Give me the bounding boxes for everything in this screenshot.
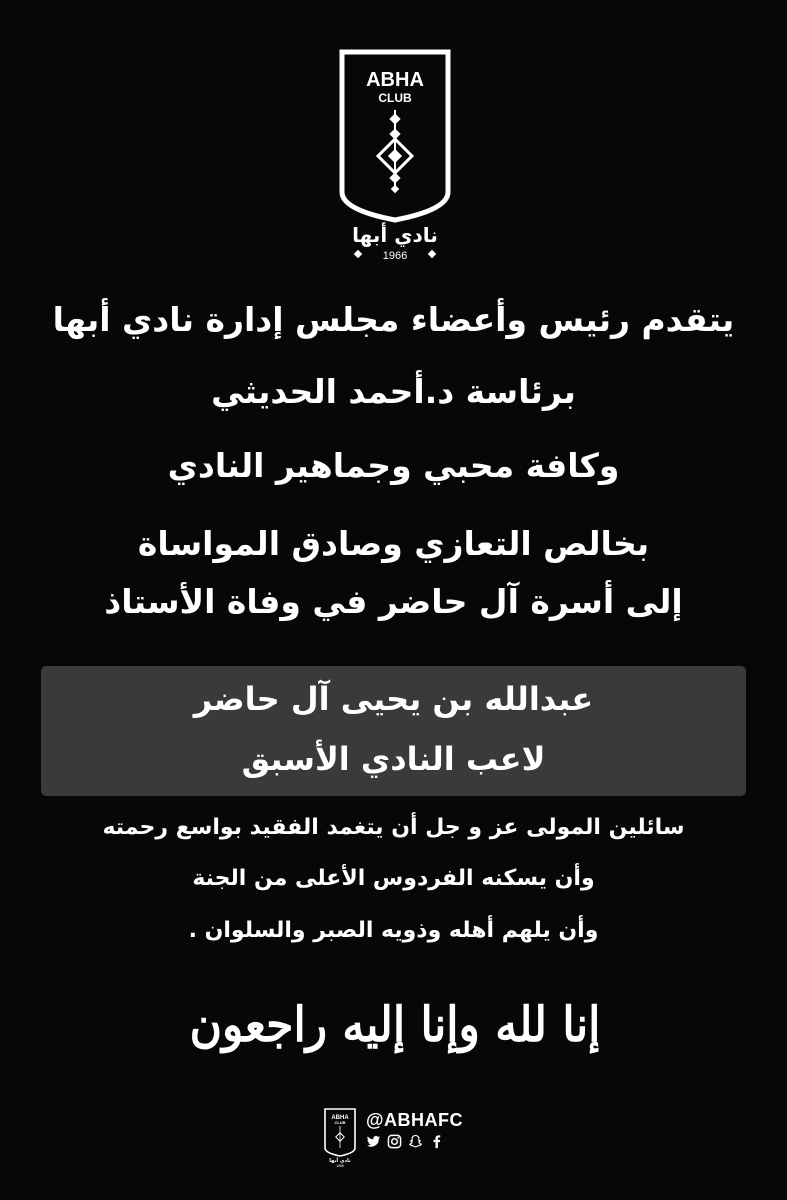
announcement-line-5: إلى أسرة آل حاضر في وفاة الأستاذ: [104, 582, 683, 621]
calligraphy-verse: إنا لله وإنا إليه راجعون: [189, 997, 601, 1053]
club-logo: [332, 42, 458, 264]
prayer-line-1: سائلين المولى عز و جل أن يتغمد الفقيد بواسع رحمته: [102, 815, 685, 840]
announcement-line-3: وكافة محبي وجماهير النادي: [167, 446, 620, 485]
snapchat-icon[interactable]: [408, 1134, 423, 1149]
instagram-icon[interactable]: [387, 1134, 402, 1149]
footer-club-logo: [322, 1106, 358, 1168]
footer-logo-name-line2: CLUB: [334, 1120, 346, 1125]
facebook-icon[interactable]: [429, 1134, 444, 1149]
logo-name-line2: CLUB: [378, 91, 412, 105]
footer: [322, 1106, 464, 1168]
deceased-title: لاعب النادي الأسبق: [241, 740, 546, 778]
footer-logo-arabic-name: نادي أبها: [329, 1158, 351, 1164]
footer-logo-year: 1966: [336, 1164, 344, 1168]
twitter-icon[interactable]: [366, 1134, 381, 1149]
social-handle[interactable]: @ABHAFC: [366, 1110, 464, 1130]
logo-name-line1: ABHA: [366, 69, 424, 91]
footer-logo-name-line1: ABHA: [331, 1115, 349, 1121]
announcement-line-1: يتقدم رئيس وأعضاء مجلس إدارة نادي أبها: [52, 300, 735, 339]
deceased-name: عبدالله بن يحيى آل حاضر: [193, 680, 594, 718]
announcement-line-2: برئاسة د.أحمد الحديثي: [211, 372, 576, 411]
logo-year: 1966: [382, 250, 408, 262]
club-crest: [332, 42, 458, 264]
announcement-line-4: بخالص التعازي وصادق المواساة: [137, 524, 650, 563]
social-icons: [366, 1134, 444, 1149]
prayer-line-2: وأن يسكنه الفردوس الأعلى من الجنة: [192, 866, 595, 891]
prayer-line-3: وأن يلهم أهله وذويه الصبر والسلوان .: [188, 918, 599, 943]
logo-arabic-name: نادي أبها: [352, 223, 438, 247]
